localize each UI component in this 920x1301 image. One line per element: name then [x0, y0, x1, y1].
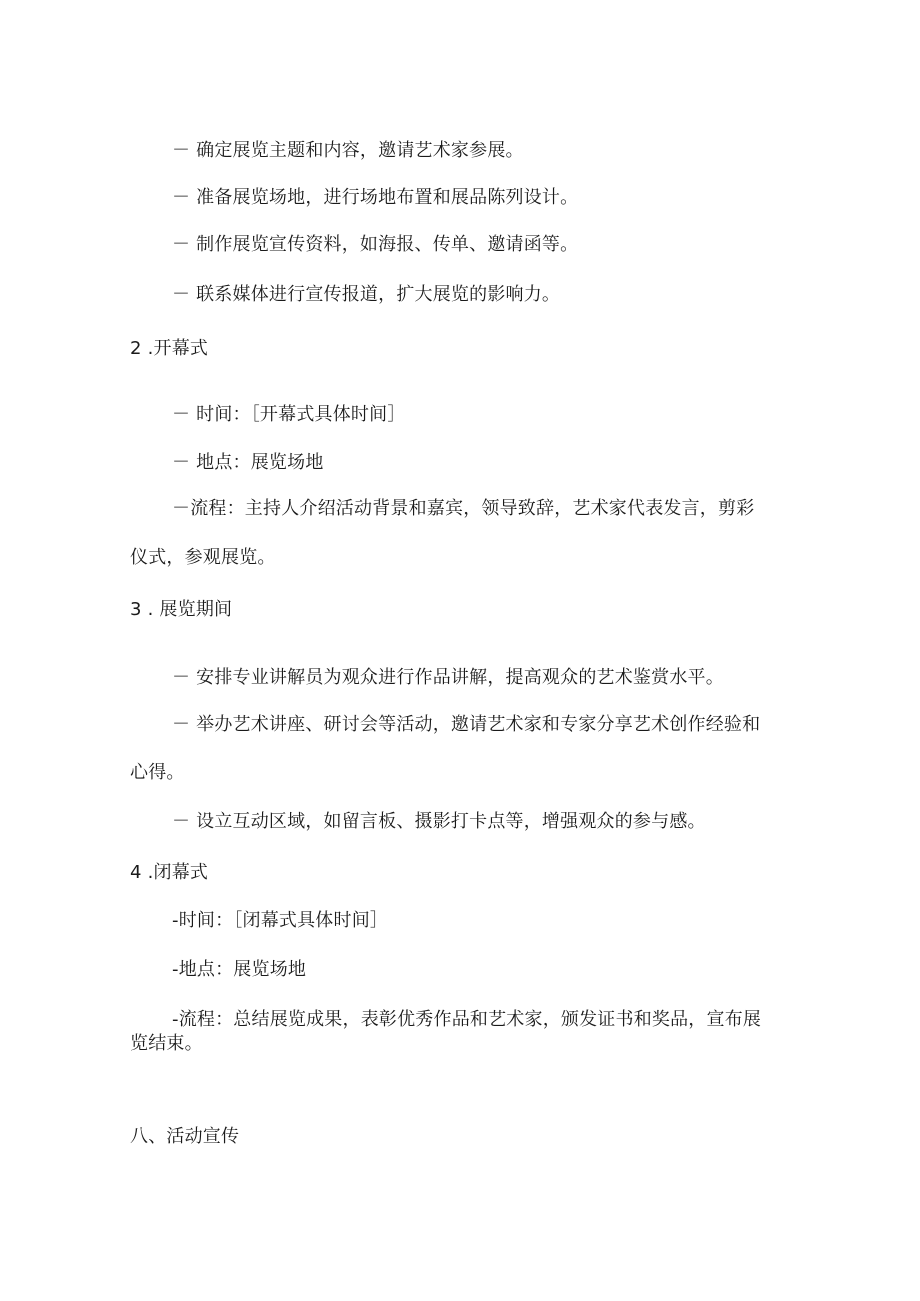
- during-item-2-line-1: － 举办艺术讲座、研讨会等活动，邀请艺术家和专家分享艺术创作经验和: [172, 714, 761, 735]
- closing-heading: 4 .闭幕式: [130, 862, 209, 883]
- opening-place: － 地点：展览场地: [172, 452, 324, 473]
- during-item-2-line-2: 心得。: [130, 762, 185, 783]
- during-heading: 3 . 展览期间: [130, 599, 233, 620]
- closing-flow-line-1: -流程：总结展览成果，表彰优秀作品和艺术家，颁发证书和奖品，宣布展: [172, 1009, 762, 1030]
- opening-time: － 时间：［开幕式具体时间］: [172, 404, 406, 425]
- prep-item-2: － 准备展览场地，进行场地布置和展品陈列设计。: [172, 187, 579, 208]
- section-8-heading: 八、活动宣传: [130, 1126, 240, 1147]
- opening-heading: 2 .开幕式: [130, 338, 209, 359]
- prep-item-3: － 制作展览宣传资料，如海报、传单、邀请函等。: [172, 234, 579, 255]
- closing-place: -地点：展览场地: [172, 959, 307, 980]
- opening-flow-line-2: 仪式，参观展览。: [130, 547, 276, 568]
- opening-flow-line-1: －流程：主持人介绍活动背景和嘉宾，领导致辞，艺术家代表发言，剪彩: [172, 498, 755, 519]
- during-item-1: － 安排专业讲解员为观众进行作品讲解，提高观众的艺术鉴赏水平。: [172, 667, 724, 688]
- closing-flow-line-2: 览结束。: [130, 1033, 203, 1054]
- prep-item-4: － 联系媒体进行宣传报道，扩大展览的影响力。: [172, 284, 561, 305]
- closing-time: -时间：［闭幕式具体时间］: [172, 910, 389, 931]
- during-item-3: － 设立互动区域，如留言板、摄影打卡点等，增强观众的参与感。: [172, 811, 706, 832]
- prep-item-1: － 确定展览主题和内容，邀请艺术家参展。: [172, 140, 524, 161]
